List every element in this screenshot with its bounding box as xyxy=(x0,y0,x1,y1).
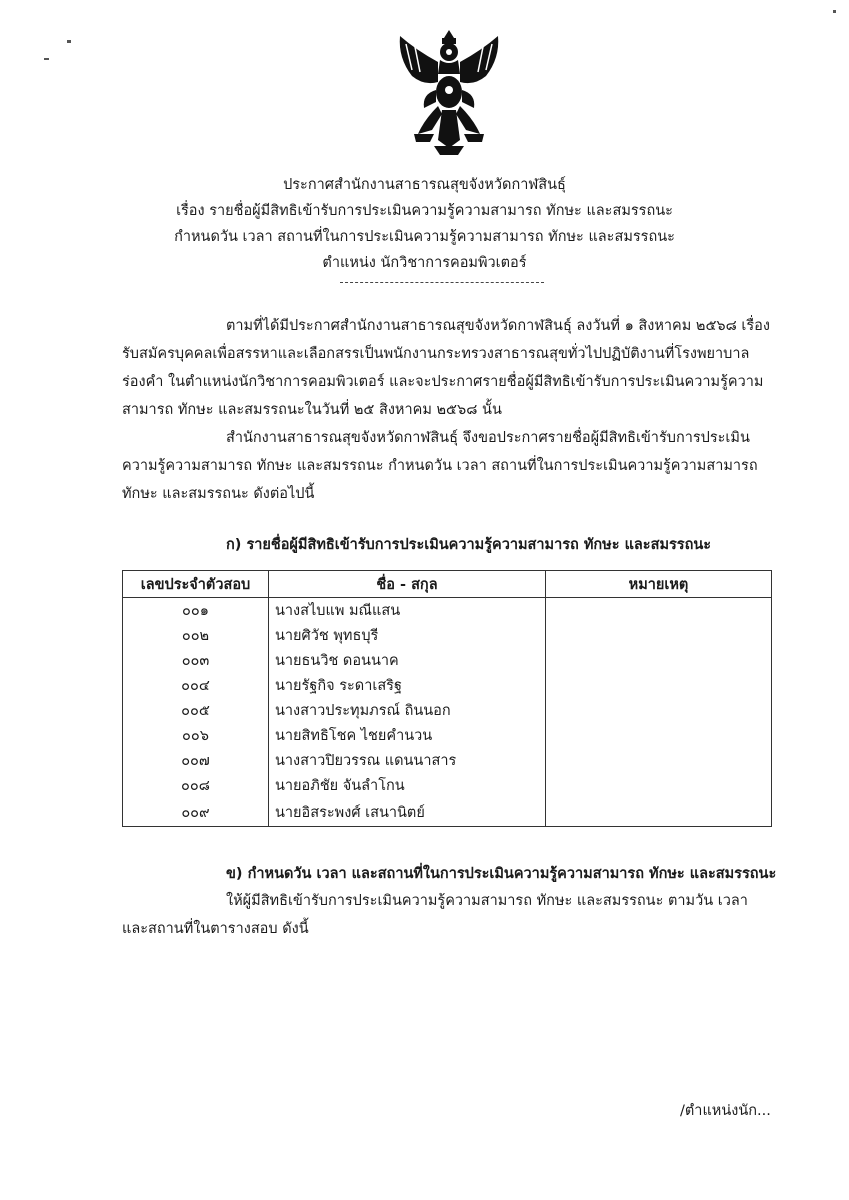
cell-full-name: นายอภิชัย จันลำโกน xyxy=(269,773,546,798)
continuation-note: /ตำแหน่งนัก... xyxy=(680,1103,771,1119)
table-row xyxy=(123,723,772,748)
section-a-title: ก) รายชื่อผู้มีสิทธิเข้ารับการประเมินความรู้ความสามารถ ทักษะ และสมรรถนะ xyxy=(226,537,712,553)
cell-exam-id: ๐๐๒ xyxy=(123,623,269,648)
scan-speck xyxy=(44,58,49,60)
cell-full-name: นายสิทธิโชค ไชยคำนวน xyxy=(269,723,546,748)
column-header-full-name: ชื่อ - สกุล xyxy=(269,571,546,598)
table-header-row xyxy=(123,571,772,598)
cell-remark xyxy=(546,598,772,624)
cell-exam-id: ๐๐๔ xyxy=(123,673,269,698)
cell-full-name: นายรัฐกิจ ระดาเสริฐ xyxy=(269,673,546,698)
paragraph-background-text: ตามที่ได้มีประกาศสำนักงานสาธารณสุขจังหวัดกาฬสินธุ์ ลงวันที่ ๑ สิงหาคม ๒๕๖๘ เรื่อง รับสมัครบุคคลเพื่อสรรหาและเลือกสรรเป็นพนักงานกระทรวงสาธารณสุขทั่วไปปฏิบัติงานที่โรงพยาบาลร่องคำ ในตำแหน่งนักวิชาการคอมพิวเตอร์ และจะประกาศรายชื่อผู้มีสิทธิเข้ารับการประเมินความรู้ความสามารถ ทักษะ และสมรรถนะในวันที่ ๒๕ สิงหาคม ๒๕๖๘ นั้น xyxy=(122,318,770,418)
cell-full-name: นางสาวประทุมภรณ์ ถินนอก xyxy=(269,698,546,723)
cell-full-name: นางสาวปิยวรรณ แดนนาสาร xyxy=(269,748,546,773)
heading-divider xyxy=(340,282,544,283)
table-row xyxy=(123,748,772,773)
heading-issuer: ประกาศสำนักงานสาธารณสุขจังหวัดกาฬสินธุ์ xyxy=(283,177,566,193)
table-row xyxy=(123,798,772,827)
scan-speck xyxy=(67,40,71,43)
candidate-table xyxy=(122,570,772,827)
cell-exam-id: ๐๐๖ xyxy=(123,723,269,748)
cell-exam-id: ๐๐๑ xyxy=(123,598,269,624)
cell-remark xyxy=(546,648,772,673)
cell-full-name: นางสไบแพ มณีแสน xyxy=(269,598,546,624)
announcement-heading xyxy=(0,172,849,276)
cell-full-name: นายธนวิช ดอนนาค xyxy=(269,648,546,673)
cell-remark xyxy=(546,673,772,698)
cell-remark xyxy=(546,773,772,798)
cell-exam-id: ๐๐๓ xyxy=(123,648,269,673)
paragraph-announcement-text: สำนักงานสาธารณสุขจังหวัดกาฬสินธุ์ จึงขอประกาศรายชื่อผู้มีสิทธิเข้ารับการประเมินความรู้ความสามารถ ทักษะ และสมรรถนะ กำหนดวัน เวลา สถานที่ในการประเมินความรู้ความสามารถ ทักษะ และสมรรถนะ ดังต่อไปนี้ xyxy=(122,430,758,502)
heading-subject: เรื่อง รายชื่อผู้มีสิทธิเข้ารับการประเมินความรู้ความสามารถ ทักษะ และสมรรถนะ xyxy=(176,203,673,219)
cell-remark xyxy=(546,723,772,748)
garuda-emblem-icon xyxy=(394,30,504,155)
table-row xyxy=(123,623,772,648)
cell-full-name: นายศิวัช พุทธบุรี xyxy=(269,623,546,648)
paragraph-background xyxy=(122,312,774,424)
paragraph-announcement xyxy=(122,424,774,508)
section-b-body xyxy=(122,887,774,943)
table-row xyxy=(123,673,772,698)
column-header-exam-id: เลขประจำตัวสอบ xyxy=(123,571,269,598)
cell-remark xyxy=(546,698,772,723)
cell-remark xyxy=(546,798,772,827)
heading-position: ตำแหน่ง นักวิชาการคอมพิวเตอร์ xyxy=(322,255,527,271)
cell-remark xyxy=(546,623,772,648)
cell-exam-id: ๐๐๕ xyxy=(123,698,269,723)
cell-full-name: นายอิสระพงศ์ เสนานิตย์ xyxy=(269,798,546,827)
cell-remark xyxy=(546,748,772,773)
table-row xyxy=(123,773,772,798)
cell-exam-id: ๐๐๙ xyxy=(123,798,269,827)
scan-speck xyxy=(833,10,836,13)
cell-exam-id: ๐๐๗ xyxy=(123,748,269,773)
cell-exam-id: ๐๐๘ xyxy=(123,773,269,798)
table-row xyxy=(123,648,772,673)
section-b-title: ข) กำหนดวัน เวลา และสถานที่ในการประเมินความรู้ความสามารถ ทักษะ และสมรรถนะ xyxy=(226,866,777,882)
table-row xyxy=(123,698,772,723)
column-header-remark: หมายเหตุ xyxy=(546,571,772,598)
heading-schedule: กำหนดวัน เวลา สถานที่ในการประเมินความรู้ความสามารถ ทักษะ และสมรรถนะ xyxy=(174,229,675,245)
section-b-body-text: ให้ผู้มีสิทธิเข้ารับการประเมินความรู้ความสามารถ ทักษะ และสมรรถนะ ตามวัน เวลา และสถานที่ในตารางสอบ ดังนี้ xyxy=(122,893,748,937)
table-row xyxy=(123,598,772,624)
